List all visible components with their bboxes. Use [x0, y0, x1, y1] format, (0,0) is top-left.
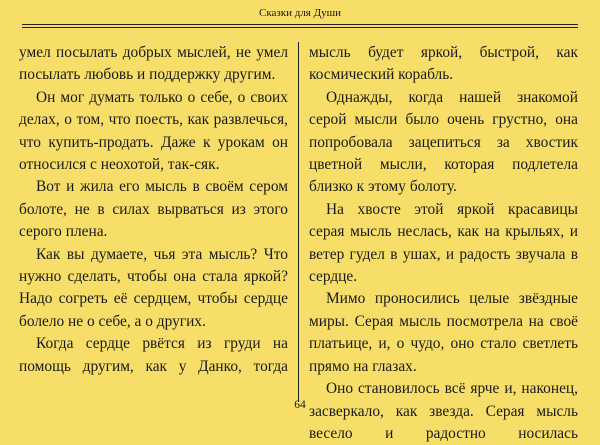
column-divider [298, 42, 299, 402]
header-rule-top [22, 24, 578, 25]
paragraph: Однажды, когда нашей знакомой серой мысли было очень грустно, она попробовала зацепиться за хвостик цветной мысли, которая подлетела близко к этому болоту. [309, 88, 578, 196]
paragraph: Он мог думать только о себе, о своих делах, о том, что поесть, как развлечься, что купить-продать. Даже к урокам он относился с неохотой, так-сяк. [19, 88, 288, 174]
page-number: 64 [294, 399, 306, 411]
paragraph: Мимо проносились целые звёздные миры. Серая мысль посмотрела на своё платьице, и, о чудо, оно стало светлеть прямо на глазах. [309, 290, 578, 375]
left-text-column [19, 42, 288, 378]
header-rule-bottom [22, 27, 578, 28]
right-text-column [309, 42, 578, 445]
paragraph: Оно становилось всё ярче и, наконец, засверкало, как звезда. Серая мысль весело и радостно носилась [309, 380, 578, 442]
running-header: Сказки для Души [259, 7, 341, 19]
paragraph: мысль будет яркой, быстрой, как космический корабль. [309, 44, 578, 84]
paragraph: умел посылать добрых мыслей, не умел посылать любовь и поддержку другим. [19, 44, 288, 84]
paragraph: Когда сердце рвётся из груди на помощь другим, как у Данко, тогда [19, 335, 288, 375]
paragraph: Вот и жила его мысль в своём сером болоте, не в силах вырваться из этого серого плена. [19, 178, 288, 241]
paragraph: Как вы думаете, чья эта мысль? Что нужно сделать, чтобы она стала яркой? Надо согреть её сердцем, чтобы сердце болело не о себе, а о других. [19, 245, 288, 330]
paragraph: На хвосте этой яркой красавицы серая мысль неслась, как на крыльях, и ветер гудел в ушах, и радость звучала в сердце. [309, 200, 578, 286]
